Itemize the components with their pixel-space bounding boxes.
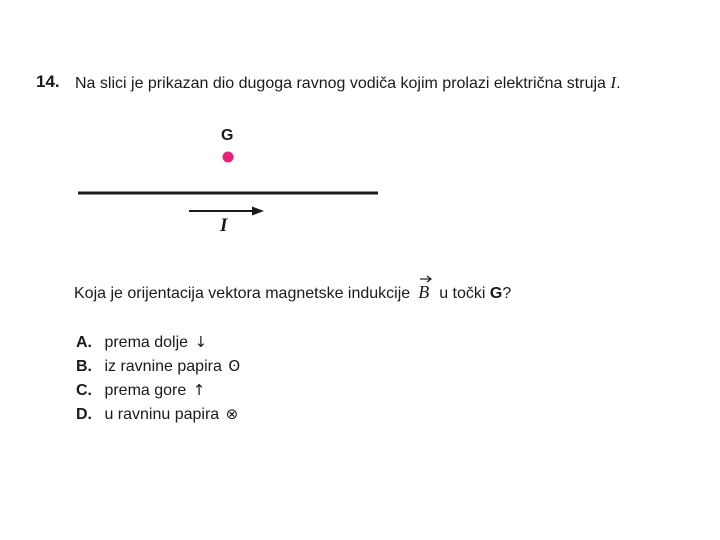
vector-b-symbol: B [418,282,430,302]
prompt-middle: u točki [439,285,486,302]
answer-options [76,332,240,428]
current-label: I [220,215,228,236]
current-symbol: I [610,73,617,92]
question-prompt [74,282,511,304]
option-text: u ravninu papira [104,406,220,423]
option-text: prema dolje [104,334,189,351]
dot-circle-icon: ʘ [228,357,241,375]
arrow-down-icon: ↓ [194,333,208,351]
option-text: prema gore [104,382,187,399]
option-letter: C. [76,382,92,399]
option-b[interactable] [76,356,240,380]
option-text: iz ravnine papira [104,358,222,375]
option-d[interactable] [76,404,240,428]
question-number: 14. [36,72,60,91]
option-letter: A. [76,334,92,351]
question-text-end: . [616,75,621,92]
vector-b [418,282,429,302]
prompt-after: ? [502,285,512,302]
option-letter: D. [76,406,92,423]
question-text-main: Na slici je prikazan dio dugoga ravnog vodiča kojim prolazi električna struja [75,75,606,92]
option-c[interactable] [76,380,240,404]
cross-circle-icon: ⊗ [225,405,239,423]
point-g-label: G [221,127,234,144]
vector-arrow-icon [419,273,433,283]
point-g-dot [223,152,234,163]
prompt-before: Koja je orijentacija vektora magnetske indukcije [74,285,411,302]
prompt-point: G [489,285,503,302]
arrow-up-icon: ↑ [192,381,206,399]
option-letter: B. [76,358,92,375]
option-a[interactable] [76,332,240,356]
